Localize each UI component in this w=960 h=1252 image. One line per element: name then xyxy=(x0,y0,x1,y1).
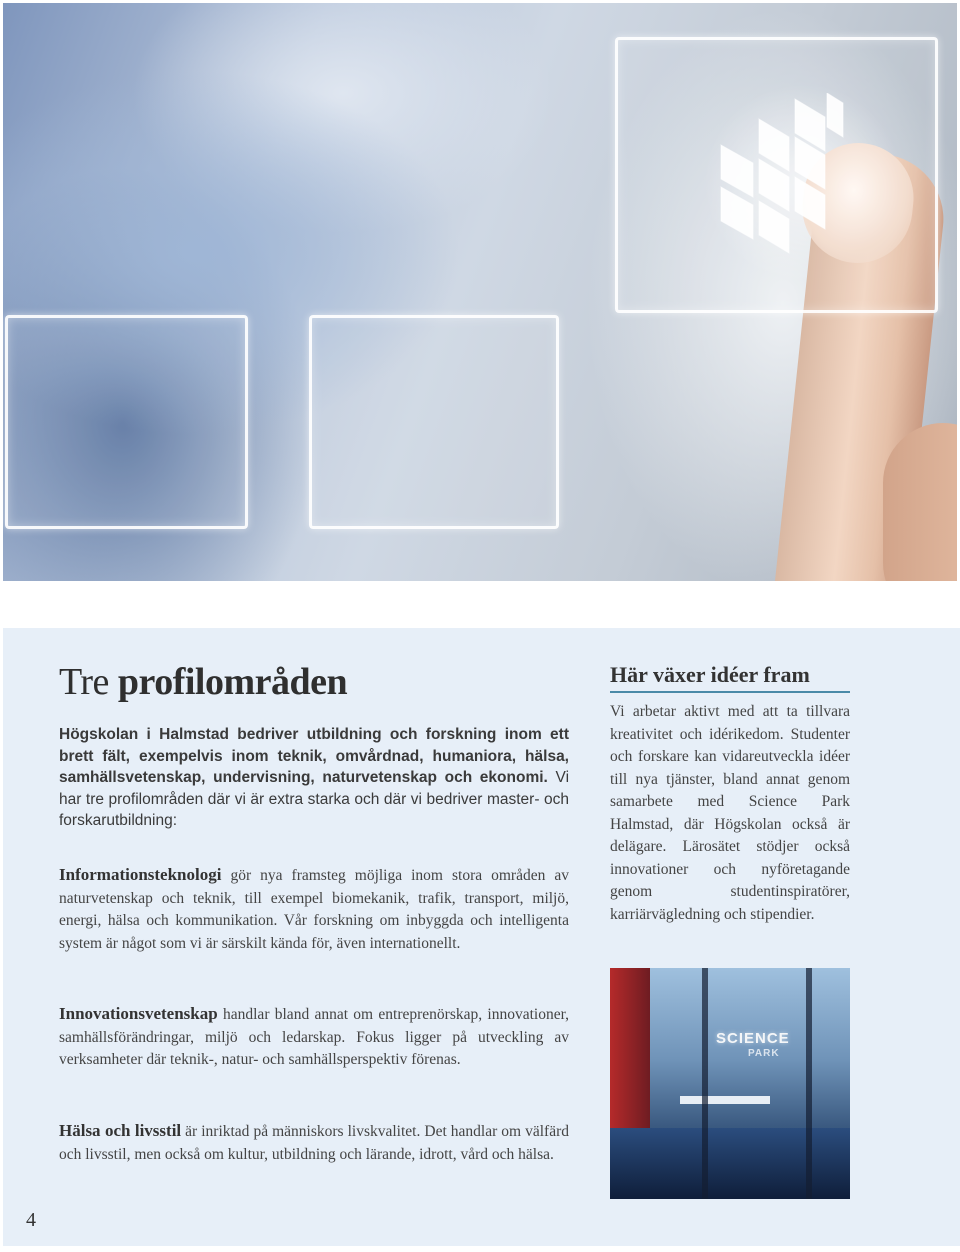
page-number: 4 xyxy=(26,1209,36,1231)
profile-term: Innovationsvetenskap xyxy=(59,1004,218,1023)
table xyxy=(680,1096,770,1104)
glass-frame xyxy=(806,968,812,1199)
glass-frame xyxy=(702,968,708,1199)
profile-text: gör nya framsteg möjliga inom stora områden av naturvetenskap och teknik, till exempel biomekanik, trafik, transport, miljö, energi, hälsa och kommunikation. Vår forskning om inbyggda och intelligenta system är något som vi är särskilt kända för, även internationellt. xyxy=(59,867,569,952)
science-park-sign: SCIENCE xyxy=(716,1030,790,1047)
science-park-sign-sub: PARK xyxy=(748,1048,780,1059)
title-light: Tre xyxy=(59,661,118,703)
profile-text: är inriktad på människors livskvalitet. Det handlar om välfärd och livsstil, men också om kultur, utbildning och lärande, idrott, vård och hälsa. xyxy=(59,1123,569,1163)
sidebar-heading: Här växer idéer fram xyxy=(610,662,850,693)
glass-panel-middle xyxy=(309,315,559,529)
university-logo-icon xyxy=(715,93,855,263)
profile-paragraph xyxy=(59,1120,569,1166)
profile-text: handlar bland annat om entreprenörskap, innovationer, samhällsförändringar, miljö och ledarskap. Fokus ligger på utveckling av verksamheter där teknik-, natur- och samhällsperspektiv förenas. xyxy=(59,1006,569,1068)
page-title xyxy=(59,660,347,704)
hand xyxy=(883,423,957,581)
lead-paragraph xyxy=(59,724,569,832)
profile-paragraph xyxy=(59,1003,569,1072)
profile-paragraph xyxy=(59,864,569,955)
glass-panel-left xyxy=(5,315,248,529)
lead-bold-text: Högskolan i Halmstad bedriver utbildning och forskning inom ett brett fält, exempelvis inom teknik, omvårdnad, humaniora, hälsa, samhällsvetenskap, undervisning, naturvetenskap och ekonomi. xyxy=(59,726,569,786)
science-park-photo xyxy=(610,968,850,1199)
profile-term: Hälsa och livsstil xyxy=(59,1121,182,1140)
profile-term: Informationsteknologi xyxy=(59,865,222,884)
sidebar-text: Vi arbetar aktivt med att ta tillvara kreativitet och idérikedom. Studenter och forskare kan vidareutveckla idéer till nya tjänster, bland annat genom samarbete med Science Park Halmstad, där Högskolan också är delägare. Lärosätet stödjer också innovationer och nyföretagande genom studentinspiratörer, karriärvägledning och stipendier. xyxy=(610,703,850,923)
floor xyxy=(610,1128,850,1199)
lead-normal-text: Vi har tre profilområden där vi är extra starka och där vi bedriver master- och forskarutbildning: xyxy=(59,769,570,829)
hero-photo xyxy=(3,3,957,581)
title-bold: profilområden xyxy=(117,661,348,703)
